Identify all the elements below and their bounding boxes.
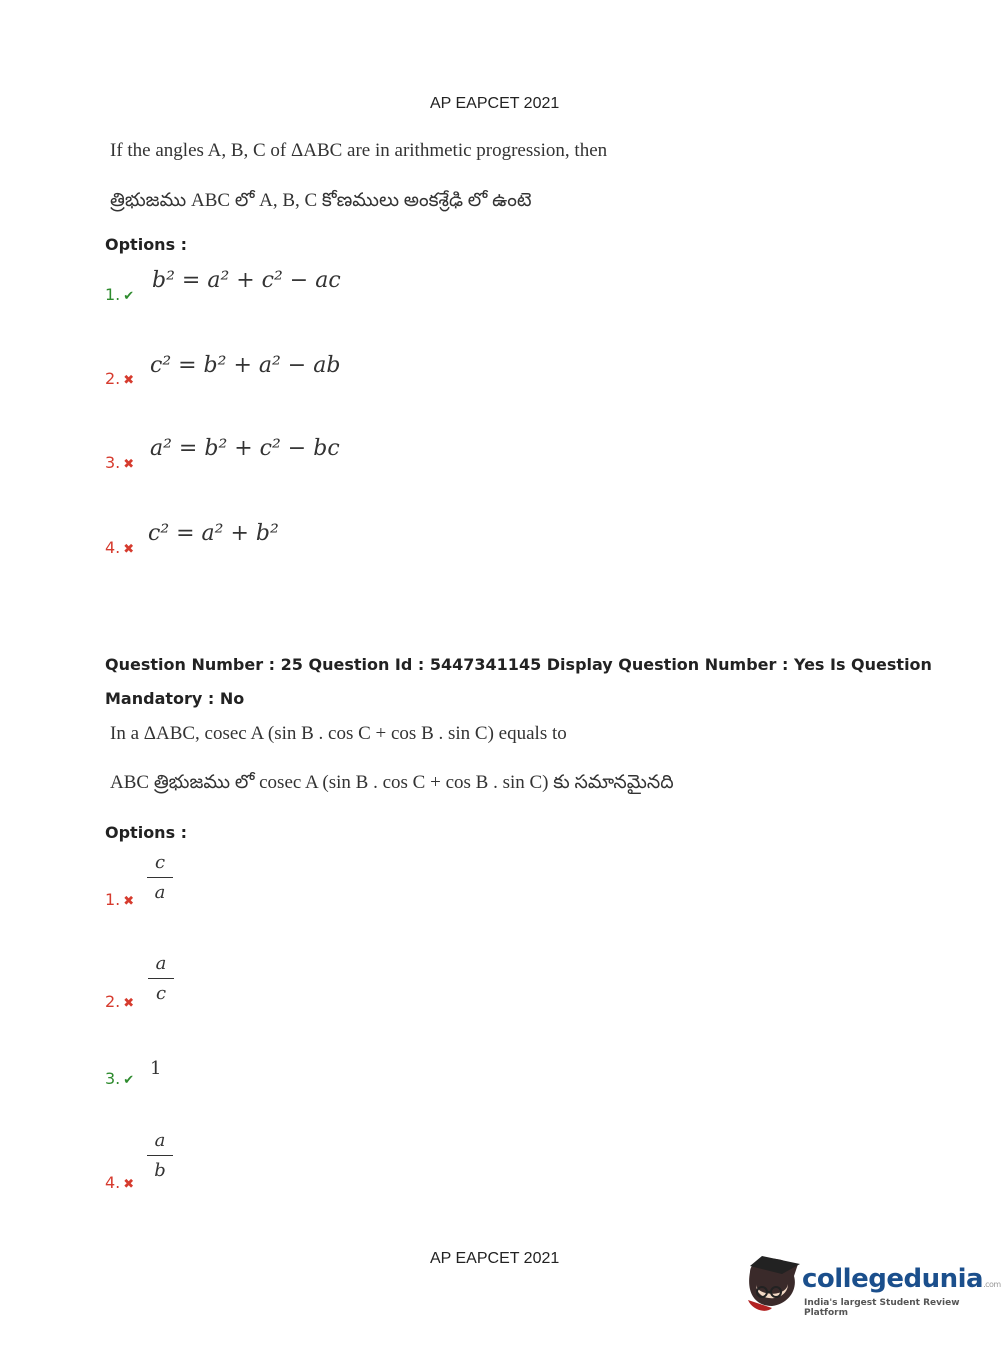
page-footer-title: AP EAPCET 2021 [430, 1250, 560, 1267]
fraction-numerator: a [155, 953, 167, 974]
option-row [105, 369, 134, 389]
question-text-english: If the angles A, B, C of ΔABC are in arithmetic progression, then [110, 140, 608, 161]
option-row [105, 1069, 134, 1089]
option-number: 2. [105, 369, 121, 388]
option-row [105, 1173, 134, 1193]
options-label: Options : [105, 823, 188, 842]
cross-icon: ✖ [123, 894, 135, 909]
option-number: 2. [105, 992, 121, 1011]
option-row [105, 890, 134, 910]
check-icon: ✔ [123, 289, 135, 304]
fraction-denominator: b [154, 1160, 166, 1181]
question-mandatory: Mandatory : No [105, 689, 245, 708]
fraction-numerator: a [154, 1130, 166, 1151]
cross-icon: ✖ [123, 1177, 135, 1192]
option-number: 3. [105, 1069, 121, 1088]
cross-icon: ✖ [123, 373, 135, 388]
page-header-title: AP EAPCET 2021 [430, 95, 560, 112]
fraction-numerator: c [154, 852, 166, 873]
question-text-telugu: త్రిభుజము ABC లో A, B, C కోణములు అంకశ్రేఢి లో ఉంటె [110, 190, 532, 211]
cross-icon: ✖ [123, 996, 135, 1011]
cross-icon: ✖ [123, 542, 135, 557]
question-meta: Question Number : 25 Question Id : 5447341145 Display Question Number : Yes Is Question [105, 655, 932, 674]
option-value: 1 [150, 1058, 162, 1079]
option-fraction [148, 953, 174, 1004]
option-number: 4. [105, 1173, 121, 1192]
option-text: a² = b² + c² − bc [150, 436, 340, 461]
option-fraction [147, 1130, 173, 1181]
question-text-telugu: ABC త్రిభుజము లో cosec A (sin B . cos C + cos B . sin C) కు సమానమైనది [110, 772, 674, 793]
logo-tagline: India's largest Student Review Platform [804, 1298, 960, 1318]
option-number: 1. [105, 890, 121, 909]
options-label: Options : [105, 235, 188, 254]
option-row [105, 992, 134, 1012]
logo-wordmark: collegedunia [802, 1264, 984, 1294]
logo-suffix: .com [983, 1280, 1001, 1289]
fraction-denominator: c [155, 983, 167, 1004]
option-row [105, 285, 134, 305]
option-text: b² = a² + c² − ac [152, 268, 341, 293]
option-number: 4. [105, 538, 121, 557]
option-text: c² = b² + a² − ab [150, 353, 341, 378]
option-row [105, 453, 134, 473]
fraction-denominator: a [154, 882, 166, 903]
fraction-bar [147, 877, 173, 878]
collegedunia-logo [742, 1250, 1001, 1320]
check-icon: ✔ [123, 1073, 135, 1088]
fraction-bar [147, 1155, 173, 1156]
option-number: 1. [105, 285, 121, 304]
option-text: c² = a² + b² [148, 521, 279, 546]
option-row [105, 538, 134, 558]
cross-icon: ✖ [123, 457, 135, 472]
mascot-icon [742, 1250, 800, 1316]
option-fraction [147, 852, 173, 903]
option-number: 3. [105, 453, 121, 472]
fraction-bar [148, 978, 174, 979]
question-text-english: In a ΔABC, cosec A (sin B . cos C + cos B . sin C) equals to [110, 723, 567, 744]
